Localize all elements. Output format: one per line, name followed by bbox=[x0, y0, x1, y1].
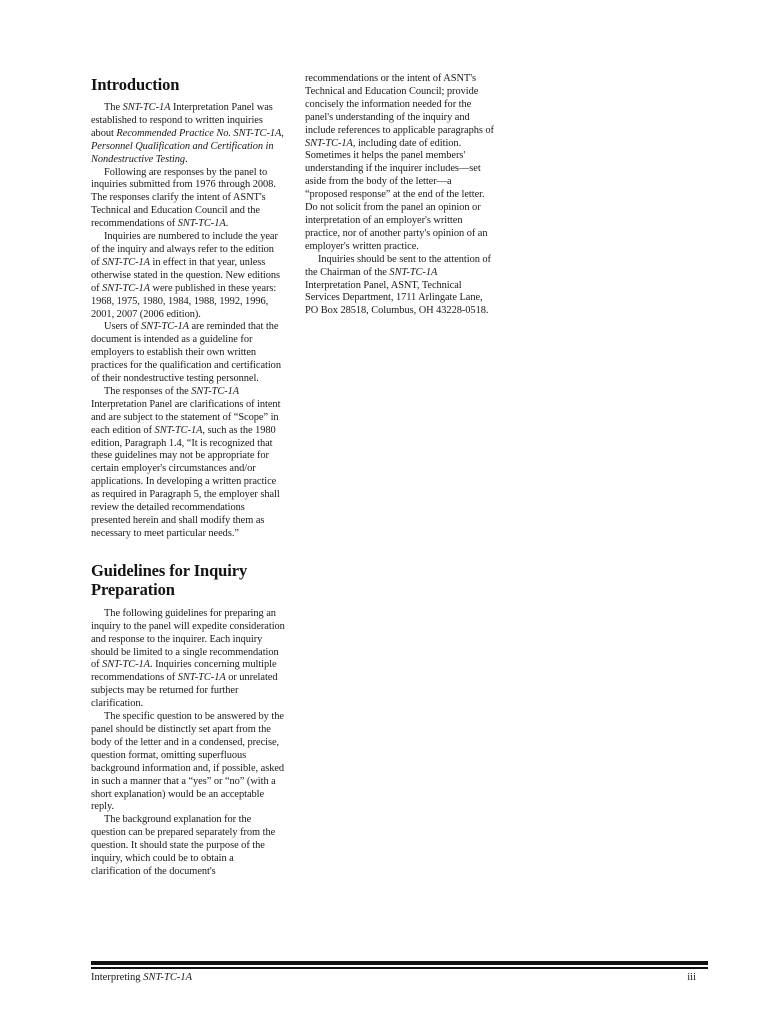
doc-title-italic: SNT-TC-1A bbox=[102, 256, 150, 268]
text-run: The following guidelines for preparing an inquiry to the panel will expedite consideration and response to the inquirer. Each inquiry should be limited to a single recommendation of bbox=[91, 607, 285, 671]
doc-title-italic: SNT-TC-1A bbox=[102, 659, 150, 671]
text-run: . bbox=[185, 153, 188, 165]
guidelines-paragraph-3: The background explanation for the question can be prepared separately from the question. It should state the purpose of the inquiry, which could be to obtain a clarification of the document's bbox=[91, 814, 276, 877]
text-run: Inquiries should be sent to the attention of the Chairman of the bbox=[305, 253, 491, 278]
text-run: Interpretation Panel are clarifications of intent and are subject to the statement of “Scope” in each edition of bbox=[91, 398, 281, 436]
footer-text: Interpreting bbox=[91, 972, 144, 983]
guidelines-paragraph-1 bbox=[91, 608, 285, 711]
guidelines-heading: Guidelines for Inquiry Preparation bbox=[91, 560, 248, 599]
page-number: iii bbox=[687, 972, 696, 983]
doc-title-italic: SNT-TC-1A bbox=[389, 266, 438, 278]
intro-paragraph-1 bbox=[91, 102, 285, 167]
text-run: The responses of the bbox=[104, 385, 192, 397]
doc-title-italic: Recommended Practice No. SNT-TC-1A, Personnel Qualification and Certification in Nondestructive Testing bbox=[91, 127, 284, 165]
text-run: recommendations or the intent of ASNT's Technical and Education Council; provide concisely the information needed for the panel's understanding of the inquiry and include references to applicable paragraphs of bbox=[305, 73, 494, 136]
text-run: are reminded that the document is intended as a guideline for employers to establish their own written practices for the qualification and certification of their nondestructive testing personnel. bbox=[91, 321, 281, 385]
continued-paragraph bbox=[305, 73, 495, 254]
introduction-heading: Introduction bbox=[91, 75, 180, 94]
footer-rule-thin bbox=[91, 967, 708, 969]
running-footer bbox=[91, 972, 192, 983]
text-run: , including date of edition. Sometimes it helps the panel members' understanding if the inquirer includes—set aside from the body of the letter—a “proposed response” at the end of the letter. Do not solicit from the panel an opinion or interpretation of an employer's written practice, nor of another party's opinion of an employer's written practice. bbox=[305, 137, 488, 252]
text-run: Following are responses by the panel to inquiries submitted from 1976 through 2008. The responses clarify the intent of ASNT's Technical and Education Council and the recommendations of bbox=[91, 166, 276, 230]
doc-title-italic: SNT-TC-1A bbox=[177, 672, 226, 684]
doc-title-italic: SNT-TC-1A bbox=[191, 385, 240, 397]
text-run: Interpretation Panel, ASNT, Technical Services Department, 1711 Arlingate Lane, PO Box 28518, Columbus, OH 43228-0518. bbox=[305, 279, 489, 317]
text-run: The bbox=[104, 102, 123, 113]
doc-title-italic: SNT-TC-1A bbox=[122, 102, 171, 113]
text-run: or unrelated subjects may be returned for further clarification. bbox=[91, 672, 278, 710]
footer-rule-thick bbox=[91, 961, 708, 965]
intro-paragraph-2 bbox=[91, 167, 285, 232]
right-column bbox=[305, 73, 495, 318]
doc-title-italic: SNT-TC-1A bbox=[102, 282, 150, 294]
text-run: , such as the 1980 edition, Paragraph 1.4, “It is recognized that these guidelines may not be appropriate for certain employer's circumstances and/or applications. In developing a written practice as required in Paragraph 5, the employer shall review the detailed recommendations presented herein and shall modify them as necessary to meet particular needs.” bbox=[91, 424, 280, 539]
footer-doc-title: SNT-TC-1A bbox=[143, 972, 193, 983]
text-run: in effect in that year, unless otherwise stated in the question. New editions of bbox=[91, 256, 281, 294]
doc-title-italic: SNT-TC-1A bbox=[154, 424, 203, 436]
doc-title-italic: SNT-TC-1A bbox=[305, 137, 353, 149]
text-run: were published in these years: 1968, 1975, 1980, 1984, 1988, 1992, 1996, 2001, 2007 (2006 edition). bbox=[91, 282, 277, 320]
text-run: . bbox=[225, 218, 229, 230]
guidelines-paragraph-2: The specific question to be answered by the panel should be distinctly set apart from the body of the letter and in a condensed, precise, question format, omitting superfluous background information and, if possible, asked in such a manner that a “yes” or “no” (with a short explanation) would be an acceptable reply. bbox=[91, 711, 285, 813]
text-run: Inquiries are numbered to include the year of the inquiry and always refer to the edition of bbox=[91, 231, 278, 268]
text-run: Users of bbox=[104, 321, 142, 333]
doc-title-italic: SNT-TC-1A bbox=[141, 321, 189, 333]
text-run: . Inquiries concerning multiple recommendations of bbox=[91, 659, 277, 684]
intro-paragraph-4 bbox=[91, 321, 285, 386]
intro-paragraph-3 bbox=[91, 231, 285, 321]
text-run: Interpretation Panel was established to respond to written inquiries about bbox=[91, 102, 273, 139]
intro-paragraph-5 bbox=[91, 386, 285, 541]
doc-title-italic: SNT-TC-1A bbox=[177, 218, 226, 230]
left-column bbox=[91, 70, 285, 879]
mailing-address-paragraph bbox=[305, 254, 495, 319]
